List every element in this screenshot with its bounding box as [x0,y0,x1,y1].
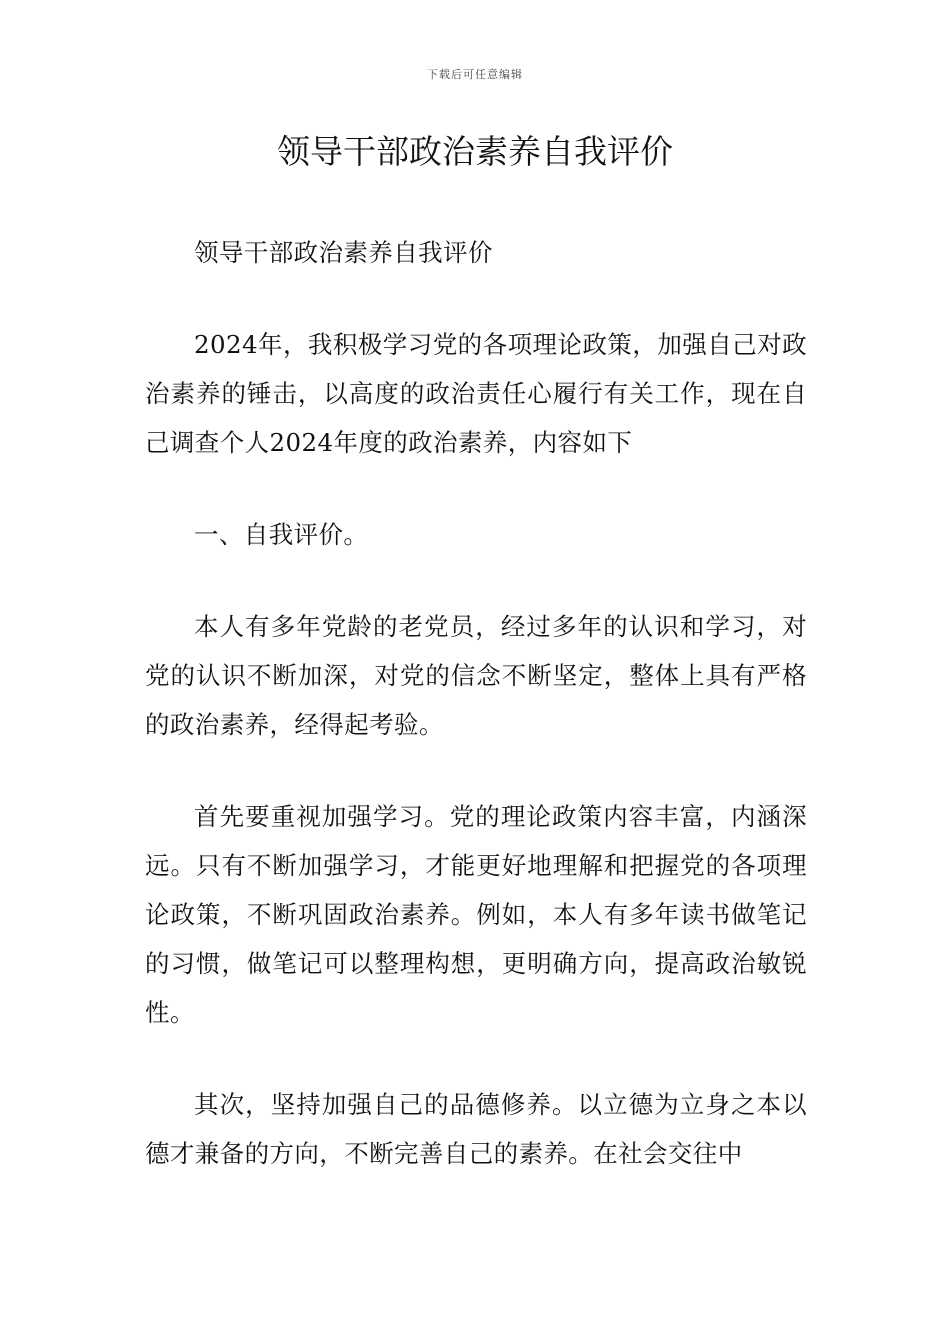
paragraph-intro: 2024年，我积极学习党的各项理论政策，加强自己对政治素养的锤击，以高度的政治责任心履行有关工作，现在自己调查个人2024年度的政治素养，内容如下 [145,330,807,457]
paragraph-morality: 其次，坚持加强自己的品德修养。以立德为立身之本以德才兼备的方向，不断完善自己的素养。在社会交往中 [145,1090,807,1168]
header-note: 下载后可任意编辑 [427,68,523,81]
paragraph-party-member: 本人有多年党龄的老党员，经过多年的认识和学习，对党的认识不断加深，对党的信念不断坚定，整体上具有严格的政治素养，经得起考验。 [145,612,807,739]
document-title: 领导干部政治素养自我评价 [277,132,673,171]
section-heading-self-evaluation: 一、自我评价。 [194,520,369,549]
paragraph-study: 首先要重视加强学习。党的理论政策内容丰富，内涵深远。只有不断加强学习，才能更好地理解和把握党的各项理论政策，不断巩固政治素养。例如，本人有多年读书做笔记的习惯，做笔记可以整理构想，更明确方向，提高政治敏锐性。 [145,802,807,1027]
document-body [145,228,807,1221]
paragraph-subtitle: 领导干部政治素养自我评价 [194,238,493,267]
